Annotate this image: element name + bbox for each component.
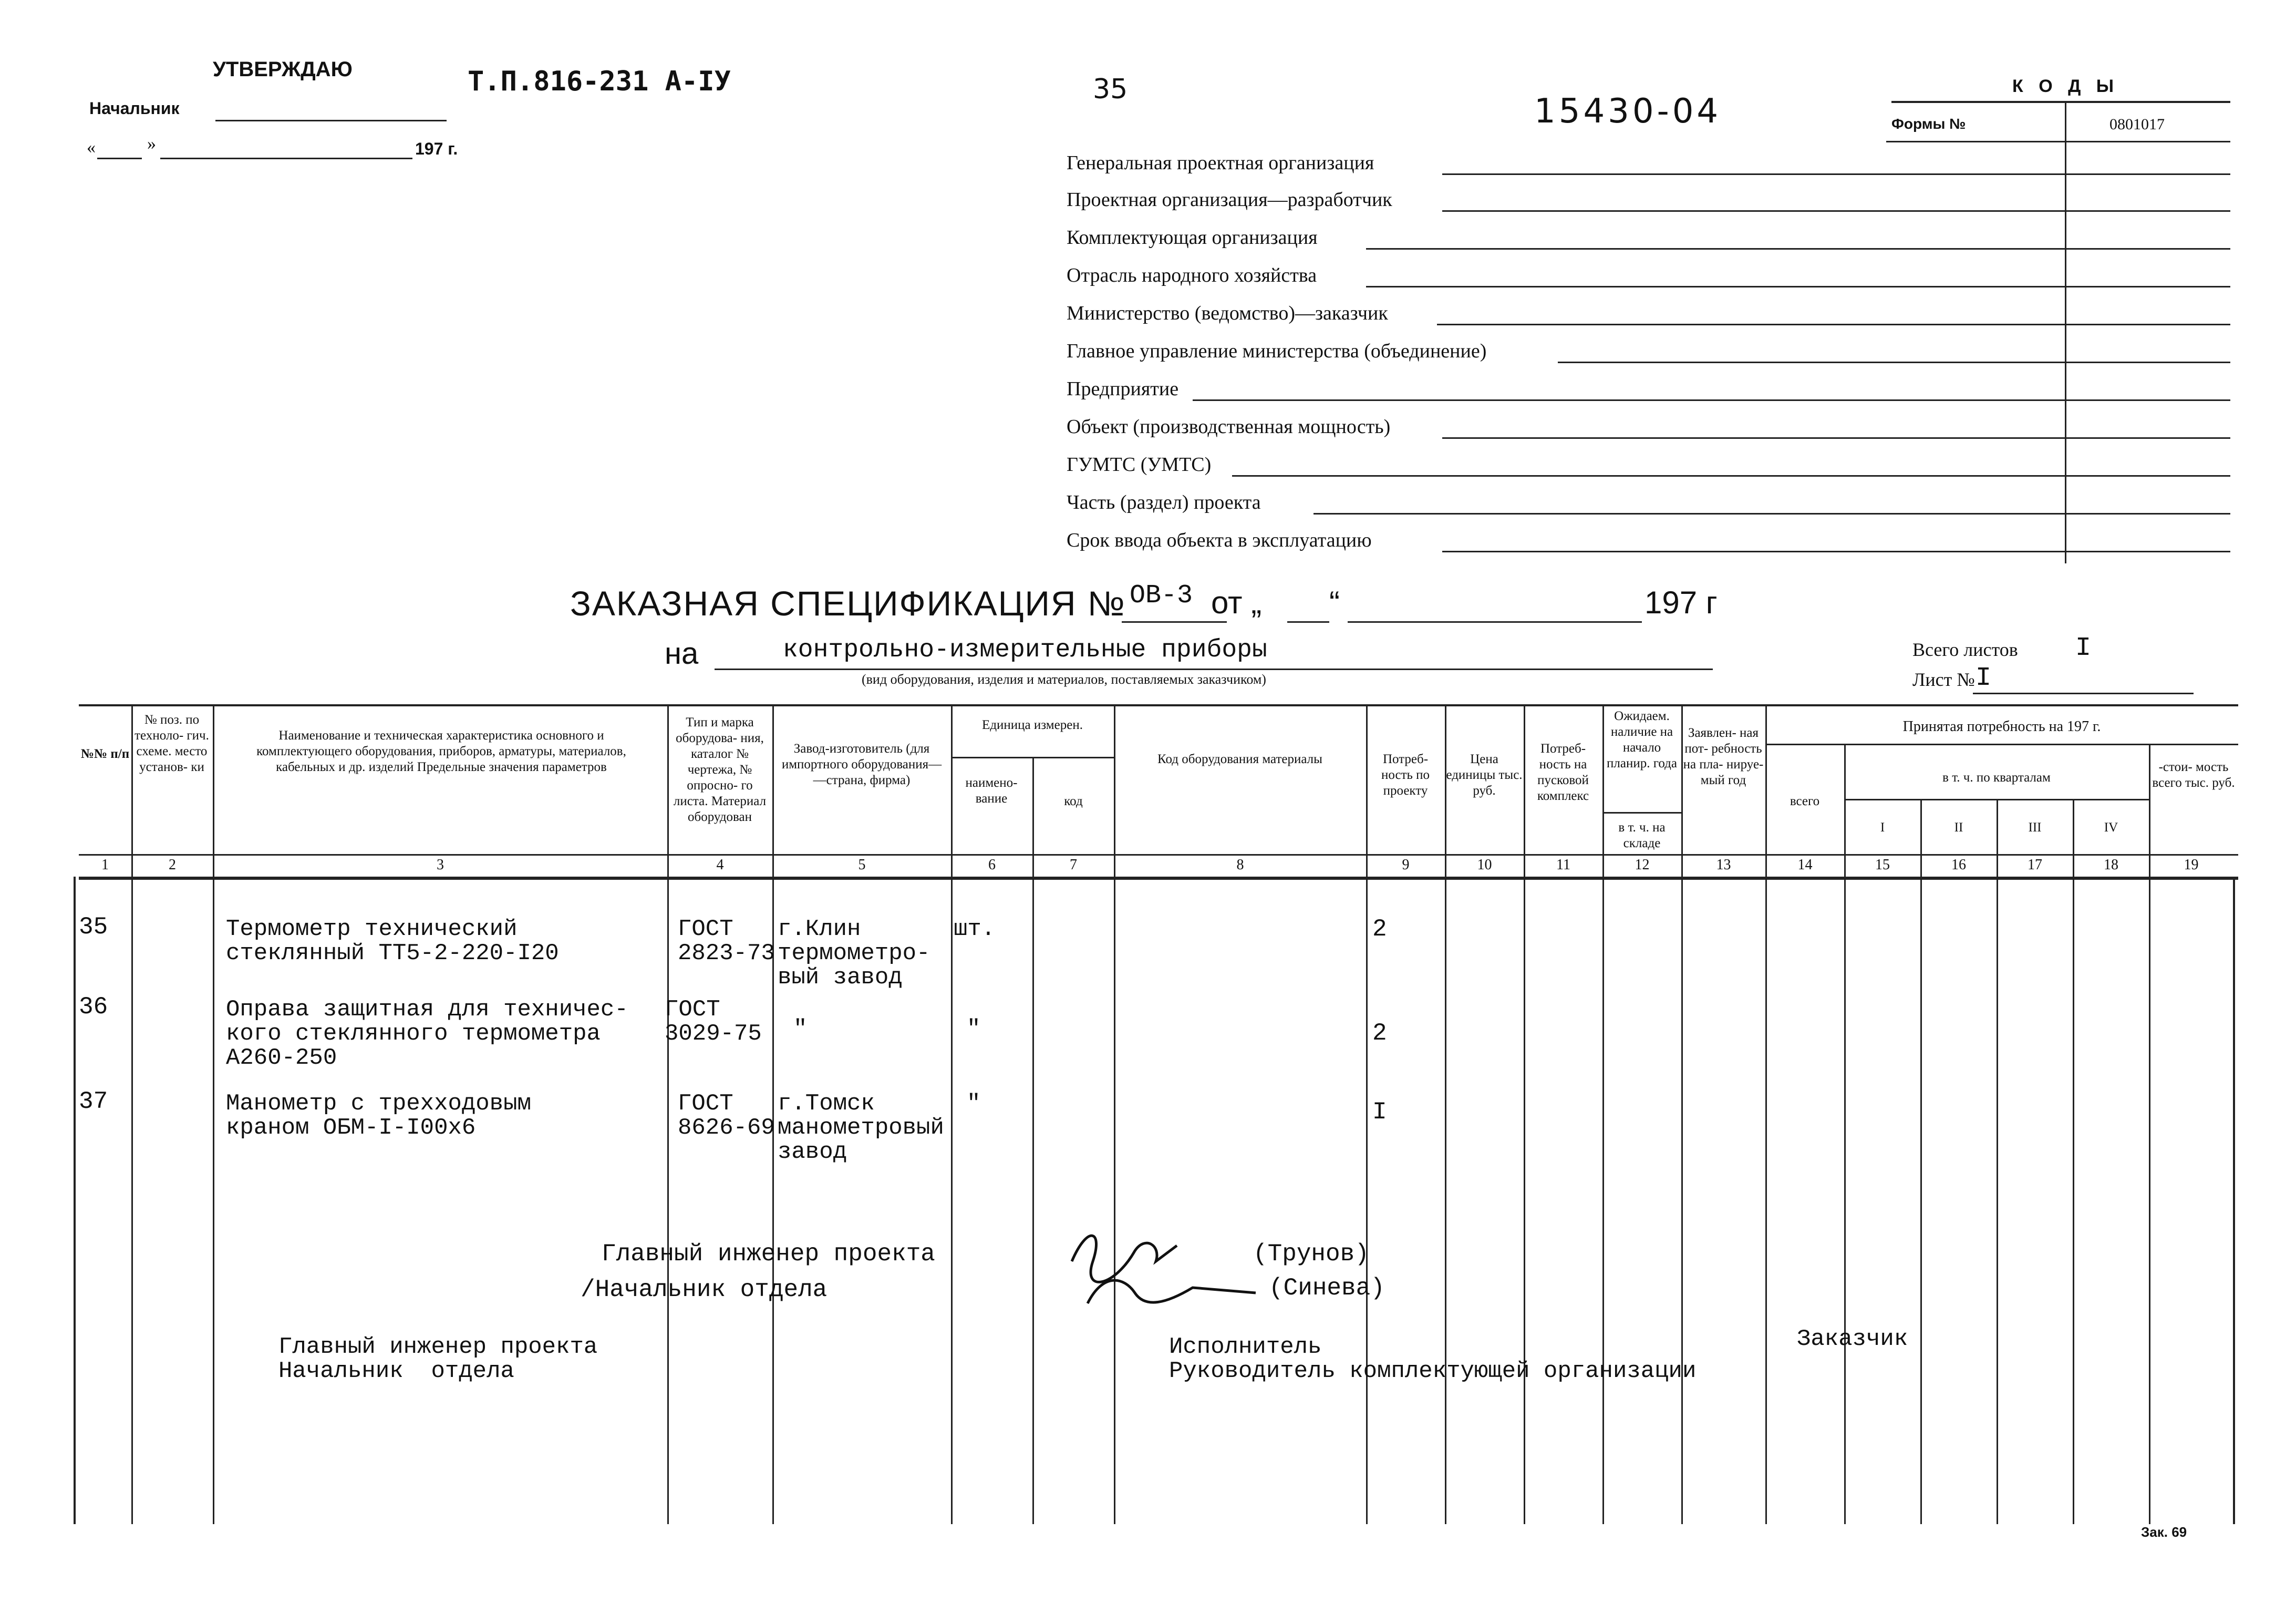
- org-field-line: [1442, 210, 2230, 212]
- spec-year: 197 г: [1645, 585, 1718, 620]
- col-number: 19: [2184, 857, 2199, 873]
- col-number: 11: [1556, 857, 1570, 873]
- row-num: 35: [79, 913, 108, 941]
- table-left-border: [74, 877, 76, 1524]
- th-c10: Цена единицы тыс. руб.: [1446, 752, 1523, 798]
- row-unit: ": [967, 1016, 981, 1042]
- col-divider: [951, 704, 953, 1524]
- th-c12-top: Ожидаем. наличие на начало планир. года: [1607, 709, 1677, 770]
- row-type: ГОСТ 8626-69: [678, 1091, 775, 1141]
- col-number: 16: [1951, 857, 1966, 873]
- org-field-line: [1558, 362, 2230, 363]
- row-num: 36: [79, 993, 108, 1021]
- spec-subject-caption: (вид оборудования, изделия и материалов, поставляемых заказчиком): [862, 672, 1266, 687]
- col-divider: [1366, 704, 1368, 1524]
- date-month-line: [160, 158, 412, 159]
- col-number: 15: [1875, 857, 1890, 873]
- th-accepted-group: Принятая потребность на 197 г.: [1902, 718, 2101, 735]
- handwritten-number: 15430-04: [1534, 92, 1722, 131]
- row-unit: ": [967, 1091, 981, 1117]
- date-quote-close: »: [147, 134, 156, 153]
- codes-divider: [2065, 101, 2066, 563]
- sig-customer: Заказчик: [1797, 1326, 1908, 1352]
- org-field-line: [1232, 475, 2230, 477]
- org-field-line: [1437, 324, 2230, 325]
- org-field-label: Министерство (ведомство)—заказчик: [1067, 302, 1388, 324]
- row-name: Манометр с трехходовым краном ОБМ-I-I00х6: [226, 1091, 531, 1141]
- th-c2: № поз. по техноло- гич. схеме. место установ- ки: [135, 713, 209, 774]
- th-c9: Потреб- ность по проекту: [1381, 752, 1430, 798]
- sheet-label: Лист №: [1912, 669, 1975, 690]
- row-qty: 2: [1372, 916, 1387, 943]
- total-sheets-label: Всего листов: [1912, 639, 2018, 660]
- row-name: Оправа защитная для техничес- кого стеклянного термометра А260-250: [226, 996, 628, 1071]
- spec-month-line: [1348, 621, 1642, 623]
- col-number: 5: [858, 857, 866, 873]
- sig-chief-engineer-2: Главный инженер проекта: [278, 1334, 598, 1360]
- col-divider: [213, 704, 214, 1524]
- spec-number-line: [1122, 621, 1227, 623]
- th-q3: III: [2028, 820, 2042, 835]
- col-number: 6: [988, 857, 996, 873]
- codes-title: К О Д Ы: [2012, 76, 2119, 96]
- col-number: 4: [716, 857, 724, 873]
- org-field-label: Предприятие: [1067, 378, 1179, 400]
- org-field-label: Отрасль народного хозяйства: [1067, 264, 1317, 286]
- sig-sineva: (Синева): [1269, 1274, 1385, 1302]
- col-number: 9: [1402, 857, 1410, 873]
- col-number: 14: [1797, 857, 1813, 873]
- th-c12-bottom: в т. ч. на складе: [1618, 820, 1666, 850]
- spec-quote-close: “: [1329, 585, 1340, 620]
- col-number: 18: [2104, 857, 2118, 873]
- spec-from-label: от „: [1211, 585, 1262, 620]
- table-right-border: [2233, 877, 2235, 1524]
- col-number: 17: [2028, 857, 2042, 873]
- org-field-line: [1193, 399, 2230, 401]
- forms-label: Формы №: [1891, 116, 1966, 132]
- row-type: ГОСТ 3029-75: [665, 996, 762, 1047]
- org-field-label: ГУМТС (УМТС): [1067, 454, 1212, 476]
- th-c1: №№ п/п: [80, 747, 130, 761]
- accepted-subheader-line: [1765, 744, 2238, 745]
- col-divider: [2073, 799, 2074, 1524]
- col-divider: [1765, 704, 1767, 1524]
- row-unit: шт.: [954, 916, 996, 942]
- sig-dept-head-2: Начальник отдела: [278, 1358, 514, 1384]
- row-type: ГОСТ 2823-73: [678, 916, 775, 967]
- col-number: 7: [1070, 857, 1077, 873]
- col-number: 8: [1236, 857, 1244, 873]
- sig-trunov: (Трунов): [1253, 1240, 1369, 1268]
- org-field-line: [1366, 248, 2230, 250]
- col-number: 10: [1477, 857, 1492, 873]
- col-number: 3: [437, 857, 444, 873]
- spec-title: ЗАКАЗНАЯ СПЕЦИФИКАЦИЯ №: [570, 584, 1126, 623]
- col-number: 13: [1716, 857, 1731, 873]
- c12-split-line: [1602, 812, 1681, 814]
- th-q2: II: [1954, 820, 1963, 835]
- th-c19: -стои- мость всего тыс. руб.: [2152, 760, 2235, 790]
- codes-top-line: [1891, 101, 2230, 103]
- th-c7: код: [1064, 794, 1083, 808]
- approval-chief-label: Начальник: [89, 99, 180, 118]
- colnum-top-line: [79, 854, 2238, 856]
- chief-signature-line: [215, 120, 447, 121]
- col-divider: [1681, 704, 1683, 1524]
- header-bottom-line: [79, 877, 2238, 880]
- th-c6: наимено- вание: [965, 776, 1018, 806]
- th-unit-group: Единица измерен.: [982, 718, 1083, 732]
- spec-number: ОВ-3: [1130, 581, 1193, 611]
- org-field-label: Проектная организация—разработчик: [1067, 189, 1392, 211]
- sig-complect-head: Руководитель комплектующей организации: [1169, 1358, 1697, 1384]
- row-qty: 2: [1372, 1020, 1387, 1047]
- col-number: 1: [101, 857, 109, 873]
- org-field-label: Часть (раздел) проекта: [1067, 491, 1261, 513]
- col-divider: [1920, 799, 1922, 1524]
- row-num: 37: [79, 1088, 108, 1115]
- row-maker: г.Клин термометро- вый завод: [778, 916, 930, 991]
- page-number: 35: [1093, 74, 1128, 105]
- approval-year: 197 г.: [415, 139, 458, 158]
- th-c5: Завод-изготовитель (для импортного оборудования— —страна, фирма): [781, 742, 942, 787]
- forms-line: [1886, 141, 2230, 142]
- date-day-line: [97, 158, 142, 159]
- row-maker: ": [793, 1016, 808, 1042]
- forms-value: 0801017: [2109, 116, 2165, 133]
- spec-subject: контрольно-измерительные приборы: [783, 636, 1267, 664]
- col-number: 2: [169, 857, 176, 873]
- th-c3: Наименование и техническая характеристика основного и комплектующего оборудования, приборов, арматуры, материалов, кабельных и др. изделий Предельные значения параметров: [256, 728, 626, 774]
- col-divider: [1997, 799, 1998, 1524]
- th-c11: Потреб- ность на пусковой комплекс: [1537, 742, 1589, 803]
- org-field-line: [1366, 286, 2230, 287]
- spec-subject-line: [715, 669, 1713, 670]
- th-q4: IV: [2104, 820, 2118, 835]
- org-field-line: [1314, 513, 2230, 515]
- col-divider: [1524, 704, 1525, 1524]
- col-divider: [131, 704, 133, 1524]
- th-quarters-group: в т. ч. по кварталам: [1942, 770, 2051, 785]
- org-field-line: [1442, 551, 2230, 552]
- org-field-label: Объект (производственная мощность): [1067, 416, 1391, 438]
- org-field-label: Генеральная проектная организация: [1067, 152, 1374, 174]
- date-quote-open: «: [87, 138, 96, 157]
- col-divider: [1114, 704, 1115, 1524]
- row-name: Термометр технический стеклянный ТТ5-2-220-I20: [226, 916, 559, 967]
- org-field-label: Срок ввода объекта в эксплуатацию: [1067, 529, 1372, 551]
- doc-code: Т.П.816-231 А-IУ: [468, 66, 731, 97]
- sheet-line: [1973, 693, 2194, 694]
- approval-title: УТВЕРЖДАЮ: [213, 58, 353, 81]
- th-q1: I: [1880, 820, 1885, 835]
- org-field-label: Комплектующая организация: [1067, 227, 1318, 249]
- spec-on-label: на: [665, 636, 699, 671]
- sig-dept-head-1: /Начальник отдела: [581, 1276, 828, 1303]
- spec-day-line: [1287, 621, 1329, 623]
- col-number: 12: [1635, 857, 1650, 873]
- org-field-line: [1442, 437, 2230, 439]
- th-c14: всего: [1790, 794, 1820, 808]
- th-c4: Тип и марка оборудова- ния, каталог № чертежа, № опросно- го листа. Материал оборудован: [673, 715, 767, 824]
- org-field-label: Главное управление министерства (объединение): [1067, 340, 1487, 362]
- sheet-value: I: [1976, 663, 1992, 693]
- signature-scribble: [1056, 1214, 1277, 1314]
- sig-chief-engineer-1: Главный инженер проекта: [602, 1240, 935, 1268]
- table-top-line: [79, 704, 2238, 706]
- sig-executor: Исполнитель: [1169, 1334, 1322, 1360]
- footer-mark: Зак. 69: [2141, 1524, 2187, 1540]
- row-maker: г.Томск манометровый завод: [778, 1091, 944, 1165]
- row-qty: I: [1372, 1098, 1387, 1126]
- th-c13: Заявлен- ная пот- ребность на пла- нируе- мый год: [1683, 726, 1764, 787]
- total-sheets-value: I: [2075, 633, 2092, 663]
- col-divider: [1445, 704, 1446, 1524]
- col-divider: [667, 704, 669, 1524]
- org-field-line: [1442, 173, 2230, 175]
- th-c8: Код оборудования материалы: [1157, 752, 1322, 766]
